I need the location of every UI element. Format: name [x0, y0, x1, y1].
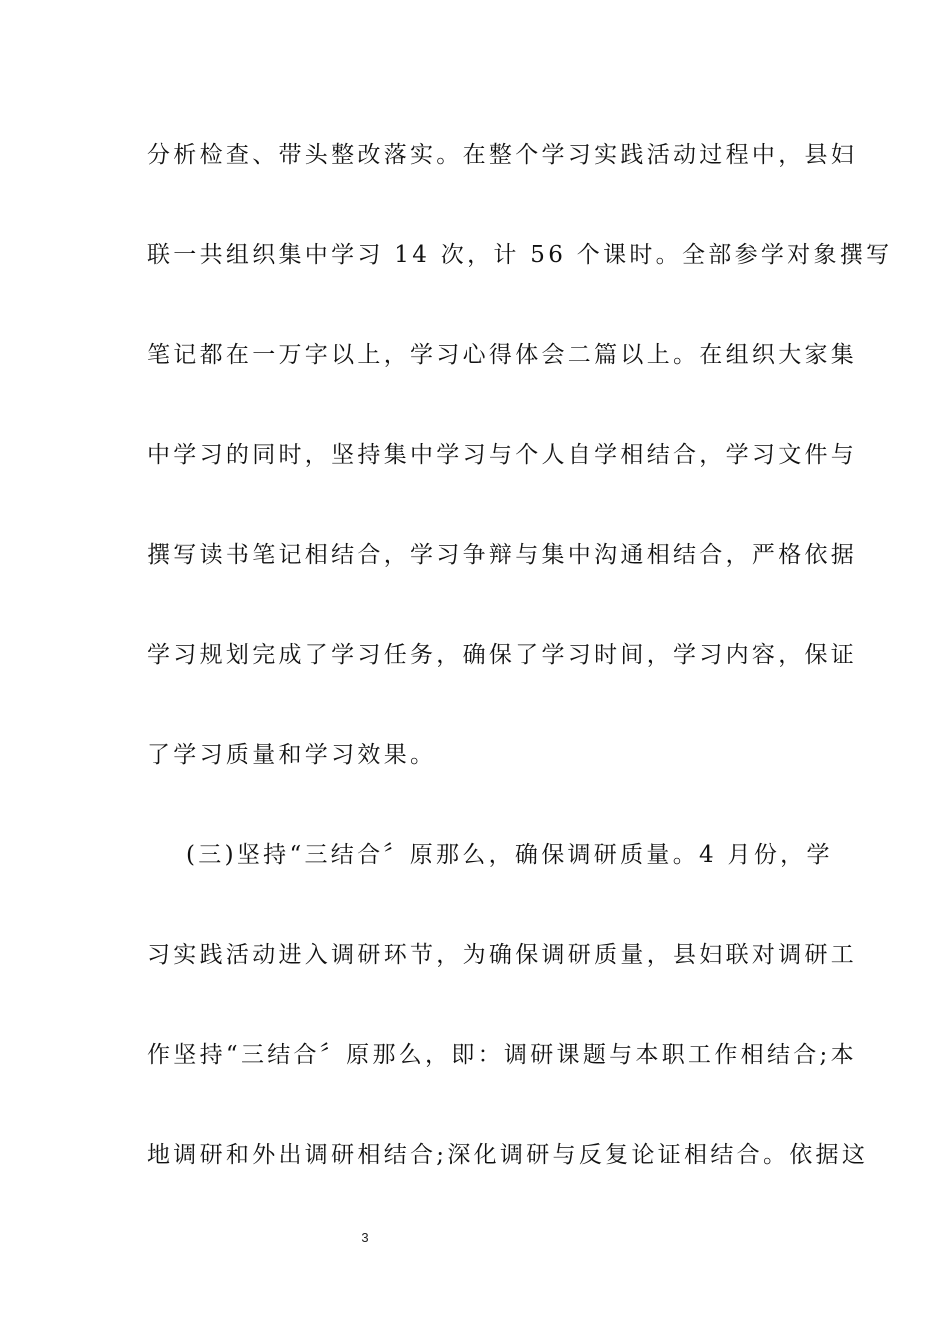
paragraph-line: 联一共组织集中学习 14 次，计 56 个课时。全部参学对象撰写 — [147, 242, 893, 268]
paragraph-line: 中学习的同时，坚持集中学习与个人自学相结合，学习文件与 — [147, 442, 858, 468]
paragraph-line: 学习规划完成了学习任务，确保了学习时间，学习内容，保证 — [147, 642, 858, 668]
page-number: 3 — [361, 1230, 369, 1245]
paragraph-line: 撰写读书笔记相结合，学习争辩与集中沟通相结合，严格依据 — [147, 542, 858, 568]
paragraph-line: 地调研和外出调研相结合;深化调研与反复论证相结合。依据这 — [147, 1142, 869, 1168]
paragraph-line: 作坚持“三结合〞原那么，即：调研课题与本职工作相结合;本 — [147, 1042, 857, 1068]
paragraph-line: 分析检查、带头整改落实。在整个学习实践活动过程中，县妇 — [147, 142, 858, 168]
paragraph-line: 笔记都在一万字以上，学习心得体会二篇以上。在组织大家集 — [147, 342, 858, 368]
paragraph-line: 习实践活动进入调研环节，为确保调研质量，县妇联对调研工 — [147, 942, 858, 968]
paragraph-line: (三)坚持“三结合〞原那么，确保调研质量。4 月份，学 — [186, 842, 833, 868]
paragraph-line: 了学习质量和学习效果。 — [147, 742, 437, 768]
